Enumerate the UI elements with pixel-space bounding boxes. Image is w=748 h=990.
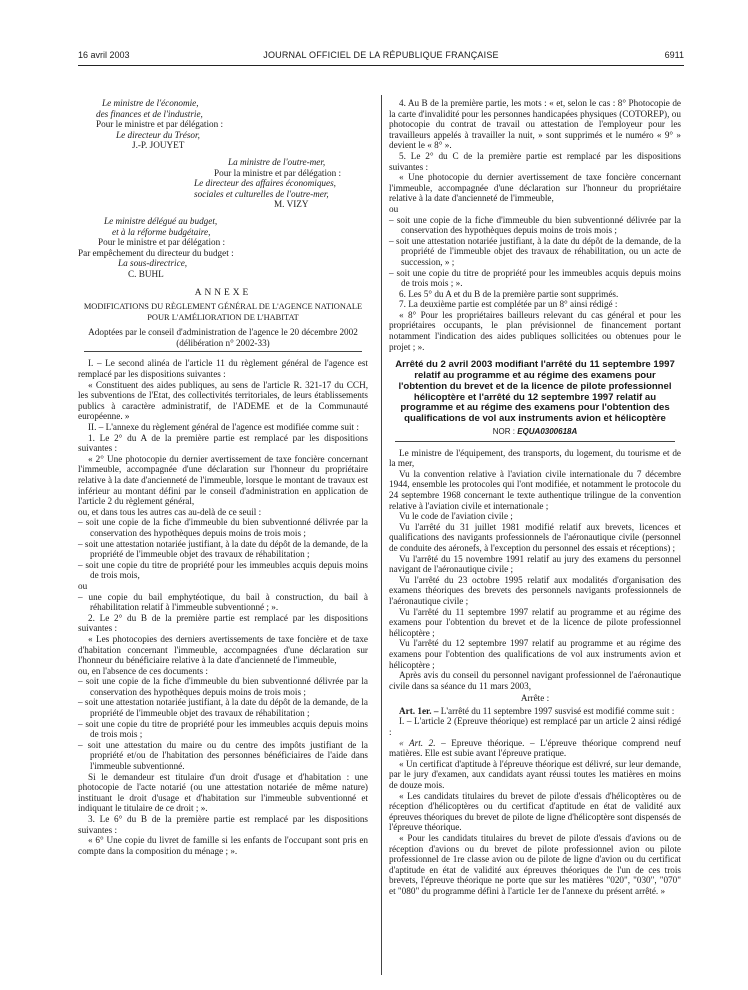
sig-line: Le ministre délégué au budget, [104,215,218,226]
paragraph: ou [389,203,399,214]
sig-name: J.-P. JOUYET [132,140,185,151]
sig-line: Le ministre de l'économie, [102,98,199,108]
list-item: – soit une copie de la fiche d'immeuble du bien subventionné délivrée par la conservation des hypothèques depuis moins de trois mois ; [389,214,681,236]
article-text: – Epreuve théorique. – L'épreuve théorique comprend neuf matières. Elle est subie avant l'épreuve pratique. [389,737,682,759]
list-item: – soit une attestation notariée justifiant, à la date du dépôt de la demande, de la propriété de l'immeuble objet des travaux de réhabilitation ; [78,697,368,719]
page-header [78,50,684,64]
paragraph: 7. La deuxième partie est complétée par un 8° ainsi rédigé : [399,299,618,310]
header-date: 16 avril 2003 [78,50,130,60]
list-item: – soit une attestation du maire ou du centre des impôts justifiant de la propriété et/ou de l'habitation des personnes bénéficiaires de l'aide dans l'immeuble subventionné. [78,739,368,772]
sig-line: La sous-directrice, [118,258,188,269]
paragraph: 1. Le 2° du A de la première partie est remplacé par les dispositions suivantes : [78,432,368,454]
sig-line: Pour la ministre et par délégation : [214,167,342,178]
sig-name: M. VIZY [274,199,309,210]
paragraph: « Constituent des aides publiques, au sens de l'article R. 321-17 du CCH, les subventions de l'Etat, des collectivités territoriales, de leurs établissements publics à caractère administratif, de l'ADEME et de la Communauté européenne. » [78,379,368,422]
sig-line: et à la réforme budgétaire, [112,226,211,237]
paragraph: 5. Le 2° du C de la première partie est remplacé par les dispositions suivantes : [389,150,681,172]
header-title: JOURNAL OFFICIEL DE LA RÉPUBLIQUE FRANÇAISE [263,50,499,60]
modifications-title: MODIFICATIONS DU RÈGLEMENT GÉNÉRAL DE L'AGENCE NATIONALE POUR L'AMÉLIORATION DE L'HABITAT [83,302,363,322]
signature-block-economie [96,98,368,151]
paragraph: « 2° Une photocopie du dernier avertissement de taxe foncière concernant l'immeuble, accompagnée d'une déclaration sur l'honneur du propriétaire relative à la date d'ancienneté de l'immeuble, lorsque le montant de travaux est inférieur au montant défini par le conseil d'administration en application de l'article 2 du règlement général, [78,453,368,507]
sig-line: sociales et culturelles de l'outre-mer, [194,188,329,199]
list-item: – soit une copie du titre de propriété pour les immeubles acquis depuis moins de trois mois, [78,559,368,581]
paragraph: 3. Le 6° du B de la première partie est remplacé par les dispositions suivantes : [78,814,368,835]
paragraph: Vu l'arrêté du 23 octobre 1995 relatif aux modalités d'organisation des examens théoriques des brevets des personnels navigants professionnels de l'aéronautique civile ; [389,574,681,606]
paragraph: I. – L'article 2 (Epreuve théorique) est remplacé par un article 2 ainsi rédigé : [389,716,681,738]
sig-line: des finances et de l'industrie, [96,108,203,119]
list-item: – une copie du bail emphytéotique, du bail à construction, du bail à réhabilitation relatif à l'immeuble subventionné ; ». [78,591,368,613]
annexe-heading: ANNEXE [194,287,252,298]
nor-label: NOR : [492,427,518,437]
article-label: « Art. 2. [399,737,436,748]
list-item: – soit une copie de la fiche d'immeuble du bien subventionné délivrée par la conservation des hypothèques depuis moins de trois mois ; [78,676,368,697]
signature-block-outre-mer [194,157,368,210]
nor-reference [389,427,681,438]
article-text: L'arrêté du 11 septembre 1997 susvisé est modifié comme suit : [438,705,675,716]
paragraph: 2. Le 2° du B de la première partie est remplacé par les dispositions suivantes : [78,612,368,634]
sig-line: Par empêchement du directeur du budget : [78,247,234,258]
paragraph: Vu l'arrêté du 31 juillet 1981 modifié relatif aux brevets, licences et qualifications des navigants professionnels de l'aéronautique civile (personnel de conduite des aéronefs, à l'exception du personnel des essais et réceptions) ; [389,521,681,553]
article-paragraph [389,738,681,759]
paragraph: « Les photocopies des derniers avertissements de taxe foncière et de taxe d'habitation concernant l'immeuble, accompagnées d'une déclaration sur l'honneur du bénéficiaire relative à la date d'ancienneté de l'immeuble, [78,633,368,666]
list-item: – soit une copie du titre de propriété pour les immeubles acquis depuis moins de trois mois ; [78,718,368,740]
header-rule [78,65,684,66]
heading-rule [395,441,675,442]
paragraph: ou, en l'absence de ces documents : [78,665,208,676]
paragraph: « 6° Une copie du livret de famille si les enfants de l'occupant sont pris en compte dans la composition du ménage ; ». [78,835,368,856]
right-column [389,98,681,897]
paragraph: Le ministre de l'équipement, des transports, du logement, du tourisme et de la mer, [389,447,681,469]
sig-line: Pour le ministre et par délégation : [96,119,224,130]
sig-line: La ministre de l'outre-mer, [228,156,326,167]
paragraph: Vu l'arrêté du 11 septembre 1997 relatif au programme et au régime des examens pour l'obtention du brevet et de la licence de pilote professionnel hélicoptère ; [389,606,681,638]
paragraph: Vu l'arrêté du 15 novembre 1991 relatif au jury des examens du personnel navigant de l'aéronautique civile ; [389,553,681,575]
paragraph: Vu la convention relative à l'aviation civile internationale du 7 décembre 1944, ensemble les protocoles qui l'ont modifiée, et notamment le protocole du 24 septembre 1968 concernant le texte authentique trilingue de la convention relative à l'aviation civile et internationale ; [389,468,681,511]
article-paragraph [389,706,681,717]
paragraph: 6. Les 5° du A et du B de la première partie sont supprimés. [399,288,619,299]
paragraph: « Un certificat d'aptitude à l'épreuve théorique est délivré, sur leur demande, par le jury d'examen, aux candidats ayant réussi toutes les matières en moins de douze mois. [389,758,681,791]
paragraph: Vu le code de l'aviation civile ; [399,511,513,522]
list-item: – soit une attestation notariée justifiant, à la date du dépôt de la demande, de la propriété de l'immeuble objet des travaux de réhabilitation, ou un acte de succession, » ; [389,235,681,267]
paragraph: 4. Au B de la première partie, les mots : « et, selon le cas : 8° Photocopie de la carte d'invalidité pour les personnes handicapées physiques (COTOREP), ou photocopie du contrat de travail ou attestation de l'employeur pour les travailleurs appelés à travailler la nuit, » sont supprimés et le numéro « 9° » devient le « 8° ». [389,98,681,151]
adoptees-line: Adoptées par le conseil d'administration de l'agence le 20 décembre 2002 (délibération n° 2002-33) [88,327,358,348]
nor-code: EQUA0300618A [517,427,578,437]
paragraph: II. – L'annexe du règlement général de l'agence est modifiée comme suit : [88,422,359,433]
arrete-title: Arrêté du 2 avril 2003 modifiant l'arrêté du 11 septembre 1997 relatif au programme et au régime des examens pour l'obtention du brevet et de la licence de pilote professionnel hélicoptère et l'arrêté du 12 septembre 1997 relatif au programme et au régime des examens pour l'obtention des qualifications de vol aux instruments avion et hélicoptère [395,359,675,425]
column-divider [381,95,382,975]
paragraph: « 8° Pour les propriétaires bailleurs relevant du cas général et pour les propriétaires occupants, le plan prévisionnel de financement portant notamment l'indication des aides publiques sollicitées ou obtenues pour le projet ; ». [389,309,681,352]
paragraph: Si le demandeur est titulaire d'un droit d'usage et d'habitation : une photocopie de l'acte notarié (ou une attestation notariée de même nature) instituant le droit d'usage et d'habitation sur l'immeuble subventionné et indiquant le titulaire de ce droit ; ». [78,771,368,814]
list-item: – soit une copie du titre de propriété pour les immeubles acquis depuis moins de trois mois ; ». [389,267,681,289]
page-number: 6911 [664,50,684,60]
article-label: Art. 1er. – [399,705,439,716]
sig-line: Le directeur des affaires économiques, [194,178,336,189]
paragraph: ou [78,580,88,591]
paragraph: ou, et dans tous les autres cas au-delà de ce seuil : [78,506,262,517]
list-item: – soit une copie de la fiche d'immeuble du bien subventionné délivrée par la conservation des hypothèques depuis moins de trois mois ; [78,517,368,538]
paragraph: Vu l'arrêté du 12 septembre 1997 relatif au programme et au régime des examens pour l'obtention des qualifications de vol aux instruments avion et hélicoptère ; [389,638,681,670]
arrete-word: Arrête : [520,693,550,704]
sig-line: Le directeur du Trésor, [116,129,200,140]
sig-line: Pour le ministre et par délégation : [98,237,226,248]
list-item: – soit une attestation notariée justifiant, à la date du dépôt de la demande, de la propriété de l'immeuble objet des travaux de réhabilitation ; [78,538,368,560]
left-column [78,98,368,856]
paragraph: « Les candidats titulaires du brevet de pilote d'essais d'hélicoptères ou de réception d'hélicoptères ou du certificat d'aptitude en état de validité aux épreuves théoriques du brevet de pilote de ligne d'hélicoptère sont dispensés de l'épreuve théorique. [389,790,681,833]
paragraph: « Une photocopie du dernier avertissement de taxe foncière concernant l'immeuble, accompagnée d'une déclaration sur l'honneur du propriétaire relative à la date d'ancienneté de l'immeuble, [389,172,681,204]
heading-rule [84,351,362,352]
paragraph: Après avis du conseil du personnel navigant professionnel de l'aéronautique civile dans sa séance du 11 mars 2003, [389,670,681,691]
signature-block-budget [78,216,368,280]
paragraph: I. – Le second alinéa de l'article 11 du règlement général de l'agence est remplacé par les dispositions suivantes : [78,358,368,380]
sig-name: C. BUHL [128,268,164,279]
paragraph: « Pour les candidats titulaires du brevet de pilote d'essais d'avions ou de réception d'avions ou du brevet de pilote professionnel avion ou pilote professionnel de 1re classe avion ou de pilote de ligne d'avion ou du certificat d'aptitude en état de validité aux épreuves théoriques de l'un de ces trois brevets, l'épreuve théorique ne porte que sur les matières "020", "030", "070" et "080" du programme défini à l'article 1er de l'annexe du présent arrêté. » [389,833,681,896]
